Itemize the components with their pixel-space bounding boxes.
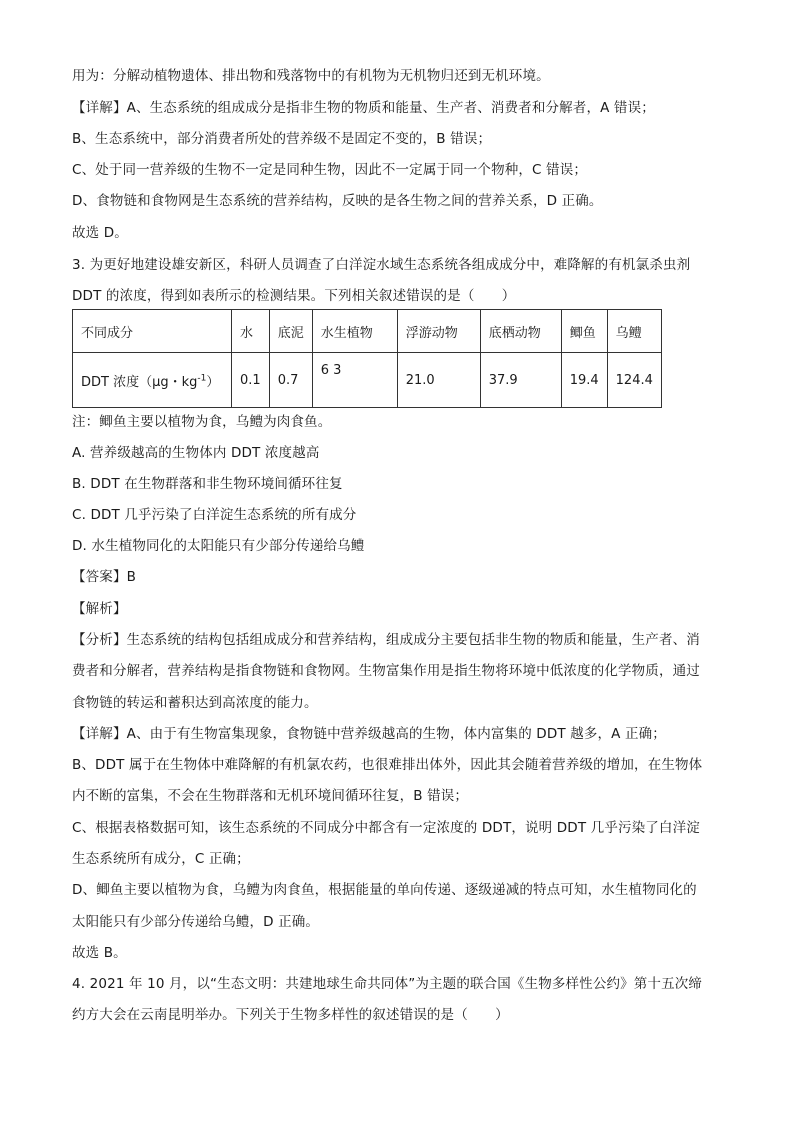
table-header-cell: 底栖动物 — [480, 310, 561, 353]
row-label-sup: -1 — [197, 373, 207, 384]
fenxi-text: 生态系统的结构包括组成成分和营养结构，组成成分主要包括非生物的物质和能量，生产者、消 — [126, 632, 700, 648]
xiangjie-line-c2: 生态系统所有成分，C 正确； — [72, 851, 250, 867]
fenxi-label: 【分析】 — [72, 632, 127, 648]
text-line: C、处于同一营养级的生物不一定是同种生物，因此不一定属于同一个物种，C 错误； — [72, 162, 587, 178]
ddt-concentration-table — [72, 309, 662, 408]
xiangjie-line-c1: C、根据表格数据可知，该生态系统的不同成分中都含有一定浓度的 DDT，说明 DDT 几乎污染了白洋淀 — [72, 820, 700, 836]
text-line: 用为：分解动植物遗体、排出物和残落物中的有机物为无机物归还到无机环境。 — [72, 68, 550, 84]
table-header-cell: 乌鳢 — [607, 310, 661, 353]
question-4-line-1: 4. 2021 年 10 月，以“生态文明：共建地球生命共同体”为主题的联合国《生物多样性公约》第十五次缔 — [72, 976, 703, 992]
table-row-label — [73, 353, 232, 408]
table-cell: 0.7 — [269, 353, 312, 408]
xiangjie-text: A、由于有生物富集现象，食物链中营养级越高的生物，体内富集的 DDT 越多，A 正确； — [126, 726, 666, 742]
table-cell: 37.9 — [480, 353, 561, 408]
option-b: B. DDT 在生物群落和非生物环境间循环往复 — [72, 476, 343, 492]
answer-choice-line: 故选 B。 — [72, 945, 127, 961]
table-cell: 21.0 — [397, 353, 480, 408]
table-cell: 19.4 — [561, 353, 607, 408]
question-4-line-2: 约方大会在云南昆明举办。下列关于生物多样性的叙述错误的是（ ） — [72, 1007, 509, 1023]
detail-text: A、生态系统的组成成分是指非生物的物质和能量、生产者、消费者和分解者，A 错误； — [126, 100, 655, 116]
table-row — [73, 353, 662, 408]
table-header-row — [73, 310, 662, 353]
xiangjie-line-d2: 太阳能只有少部分传递给乌鳢，D 正确。 — [72, 914, 320, 930]
table-header-cell: 鲫鱼 — [561, 310, 607, 353]
fenxi-line-1 — [72, 631, 700, 649]
option-c: C. DDT 几乎污染了白洋淀生态系统的所有成分 — [72, 507, 357, 523]
text-line: D、食物链和食物网是生态系统的营养结构，反映的是各生物之间的营养关系，D 正确。 — [72, 193, 603, 209]
row-label-text: DDT 浓度（μg・kg — [81, 374, 198, 390]
table-cell: 6 3 — [312, 353, 397, 408]
table-cell: 124.4 — [607, 353, 661, 408]
fenxi-line-2: 费者和分解者，营养结构是指食物链和食物网。生物富集作用是指生物将环境中低浓度的化学物质，通过 — [72, 663, 700, 679]
analysis-label: 【解析】 — [72, 601, 127, 617]
row-label-end: ） — [206, 374, 220, 390]
xiangjie-line-a — [72, 725, 666, 743]
table-cell: 0.1 — [232, 353, 270, 408]
table-header-cell: 水 — [232, 310, 270, 353]
table-header-cell: 底泥 — [269, 310, 312, 353]
option-d: D. 水生植物同化的太阳能只有少部分传递给乌鳢 — [72, 538, 365, 554]
detail-line-a — [72, 99, 655, 117]
fenxi-line-3: 食物链的转运和蓄积达到高浓度的能力。 — [72, 695, 318, 711]
xiangjie-label: 【详解】 — [72, 726, 127, 742]
option-a: A. 营养级越高的生物体内 DDT 浓度越高 — [72, 445, 320, 461]
answer-label: 【答案】B — [72, 569, 137, 585]
text-line: B、生态系统中，部分消费者所处的营养级不是固定不变的，B 错误； — [72, 131, 492, 147]
question-3-line-1: 3. 为更好地建设雄安新区，科研人员调查了白洋淀水域生态系统各组成成分中，难降解的有机氯杀虫剂 — [72, 257, 691, 273]
table-header-cell: 水生植物 — [312, 310, 397, 353]
detail-label: 【详解】 — [72, 100, 127, 116]
xiangjie-line-b1: B、DDT 属于在生物体中难降解的有机氯农药，也很难排出体外，因此其会随着营养级的增加，在生物体 — [72, 757, 703, 773]
xiangjie-line-b2: 内不断的富集，不会在生物群落和无机环境间循环往复，B 错误； — [72, 788, 469, 804]
table-note: 注：鲫鱼主要以植物为食，乌鳢为肉食鱼。 — [72, 414, 332, 430]
question-3-line-2: DDT 的浓度，得到如表所示的检测结果。下列相关叙述错误的是（ ） — [72, 288, 516, 304]
xiangjie-line-d1: D、鲫鱼主要以植物为食，乌鳢为肉食鱼，根据能量的单向传递、逐级递减的特点可知，水生植物同化的 — [72, 882, 697, 898]
answer-choice-line: 故选 D。 — [72, 225, 128, 241]
table-header-cell: 不同成分 — [73, 310, 232, 353]
table-header-cell: 浮游动物 — [397, 310, 480, 353]
